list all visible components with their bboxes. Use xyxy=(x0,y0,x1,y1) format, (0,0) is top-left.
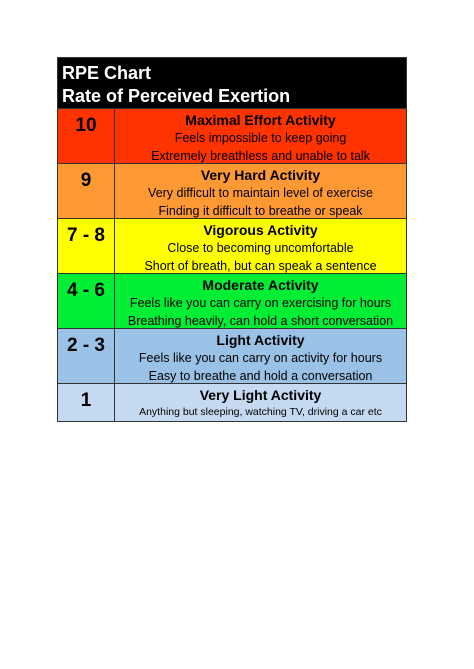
rpe-description xyxy=(115,219,406,273)
rpe-title: Vigorous Activity xyxy=(203,222,318,238)
rpe-title: Light Activity xyxy=(216,332,305,348)
rpe-line-1: Anything but sleeping, watching TV, driving a car etc xyxy=(139,406,382,418)
rpe-row-1 xyxy=(58,384,406,421)
rpe-line-1: Very difficult to maintain level of exercise xyxy=(148,186,373,200)
rpe-row-2-3 xyxy=(58,329,406,384)
rpe-line-1: Close to becoming uncomfortable xyxy=(167,241,354,255)
chart-header xyxy=(58,58,406,109)
rpe-level: 10 xyxy=(58,109,115,163)
rpe-chart xyxy=(57,57,407,422)
rpe-description xyxy=(115,384,406,421)
rpe-level: 7 - 8 xyxy=(58,219,115,273)
chart-subtitle: Rate of Perceived Exertion xyxy=(62,86,291,106)
rpe-description xyxy=(115,274,406,328)
chart-title: RPE Chart xyxy=(62,63,152,83)
rpe-row-7-8 xyxy=(58,219,406,274)
rpe-description xyxy=(115,329,406,383)
rpe-row-4-6 xyxy=(58,274,406,329)
rpe-line-2: Extremely breathless and unable to talk xyxy=(151,149,370,163)
rpe-row-10 xyxy=(58,109,406,164)
rpe-title: Very Light Activity xyxy=(199,387,322,403)
rpe-line-2: Short of breath, but can speak a sentence xyxy=(144,259,377,273)
rpe-line-2: Finding it difficult to breathe or speak xyxy=(158,204,363,218)
rpe-row-9 xyxy=(58,164,406,219)
rpe-line-2: Breathing heavily, can hold a short conversation xyxy=(127,314,394,328)
rpe-description xyxy=(115,109,406,163)
rpe-level: 9 xyxy=(58,164,115,218)
rpe-title: Very Hard Activity xyxy=(200,167,321,183)
rpe-line-1: Feels like you can carry on exercising for hours xyxy=(129,296,392,310)
rpe-level: 4 - 6 xyxy=(58,274,115,328)
rpe-level: 1 xyxy=(58,384,115,421)
rpe-line-1: Feels like you can carry on activity for hours xyxy=(138,351,383,365)
rpe-line-2: Easy to breathe and hold a conversation xyxy=(148,369,373,383)
rpe-line-1: Feels impossible to keep going xyxy=(174,131,347,145)
rpe-level: 2 - 3 xyxy=(58,329,115,383)
rpe-title: Maximal Effort Activity xyxy=(185,112,336,128)
rpe-title: Moderate Activity xyxy=(202,277,319,293)
rpe-description xyxy=(115,164,406,218)
